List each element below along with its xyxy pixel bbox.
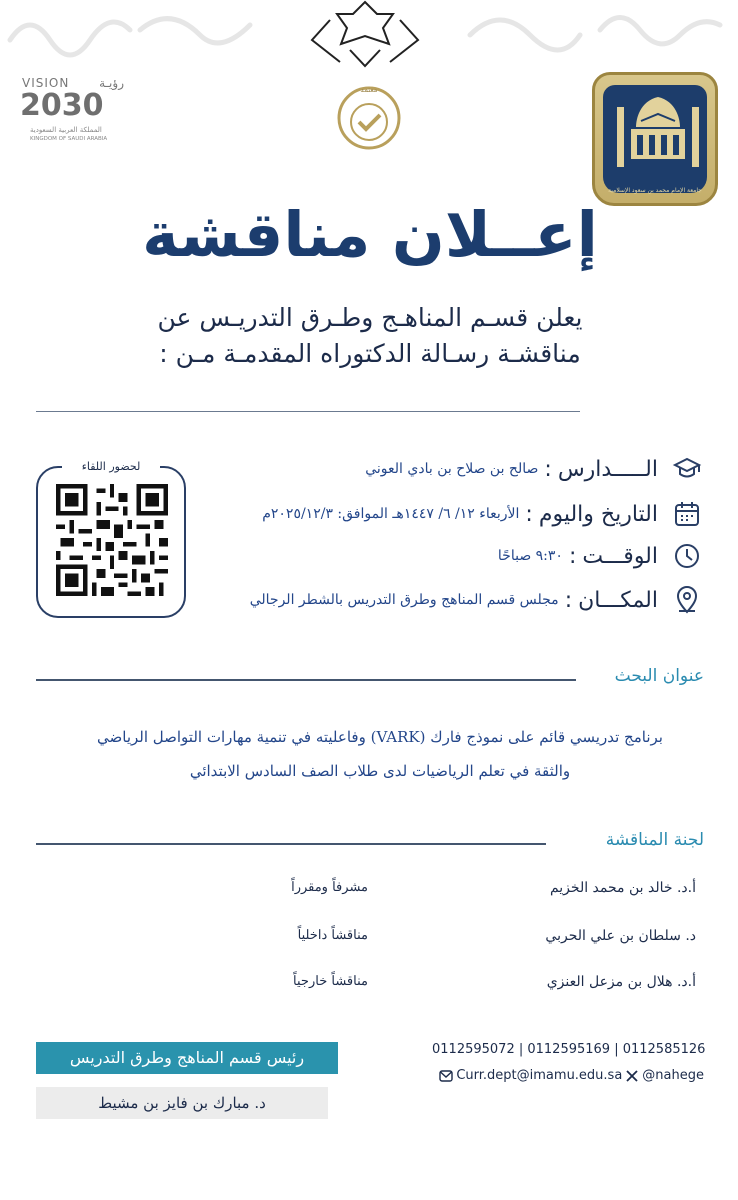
phone-numbers: 0112595072 | 0112595169 | 0112585126 (432, 1042, 706, 1057)
contact-links (432, 1068, 704, 1083)
research-line-1: برنامج تدريسي قائم على نموذج فارك (VARK) وفاعليته في تنمية مهارات التواصل الرياضي (97, 728, 663, 746)
student-value: صالح بن صلاح بن بادي العوني (365, 461, 539, 477)
committee-member-role: مناقشاً داخلياً (297, 928, 368, 943)
place-label: المكـــان (578, 587, 658, 613)
clock-icon (672, 541, 702, 571)
research-heading: عنوان البحث (614, 666, 704, 686)
committee-member-role: مناقشاً خارجياً (293, 974, 368, 989)
committee-member-role: مشرفاً ومقرراً (291, 880, 368, 895)
calendar-icon (672, 499, 702, 529)
vision-word-ar: رؤيـة (99, 76, 124, 90)
committee-member-name: أ.د. خالد بن محمد الخزيم (549, 880, 696, 896)
committee-member-name: أ.د. هلال بن مزعل العنزي (546, 974, 696, 990)
vision-country-ar: المملكة العربية السعودية (30, 126, 102, 134)
x-logo-icon (625, 1069, 639, 1083)
university-name: جامعة الإمام محمد بن سعود الإسلامية (608, 187, 702, 194)
department-head-name: د. مبارك بن فايز بن مشيط (36, 1087, 328, 1119)
committee-heading-rule (36, 843, 546, 845)
location-pin-icon (672, 585, 702, 615)
vision-word: VISION (22, 76, 70, 90)
place-value: مجلس قسم المناهج وطرق التدريس بالشطر الرجالي (249, 592, 559, 608)
announcement-intro (100, 300, 640, 372)
place-row: المكـــان : مجلس قسم المناهج وطرق التدريس بالشطر الرجالي (242, 584, 702, 616)
student-label: الـــــدارس (557, 456, 658, 482)
accreditation-label: معتمد (360, 86, 378, 94)
intro-line-2: مناقشـة رسـالة الدكتوراه المقدمـة مـن : (159, 339, 581, 368)
x-handle-link[interactable]: @nahege (642, 1068, 704, 1083)
date-label: التاريخ واليوم (538, 501, 658, 527)
graduation-cap-icon (672, 454, 702, 484)
geometric-ornament (300, 0, 430, 70)
date-row: التاريخ واليوم : الأربعاء ١٢/ ٦/ ١٤٤٧هـ الموافق: ٢٠٢٥/١٢/٣م (242, 498, 702, 530)
committee-heading: لجنة المناقشة (605, 830, 704, 850)
time-row: الوقـــت : ٩:٣٠ صباحًا (242, 540, 702, 572)
mosque-emblem-icon (603, 89, 713, 179)
time-value: ٩:٣٠ صباحًا (497, 548, 563, 564)
research-heading-rule (36, 679, 576, 681)
vision-year: 2030 (20, 88, 104, 123)
student-row: الـــــدارس : صالح بن صلاح بن بادي العوني (242, 453, 702, 485)
vision-country-en: KINGDOM OF SAUDI ARABIA (30, 136, 108, 142)
research-title (60, 720, 700, 788)
email-icon (439, 1069, 453, 1083)
intro-line-1: يعلن قسـم المناهـج وطـرق التدريـس عن (157, 303, 583, 332)
university-logo (592, 72, 718, 206)
qr-code[interactable] (56, 484, 168, 596)
email-link[interactable]: Curr.dept@imamu.edu.sa (456, 1068, 623, 1083)
vision-2030-logo (20, 76, 130, 146)
time-label: الوقـــت (582, 543, 658, 569)
date-value: الأربعاء ١٢/ ٦/ ١٤٤٧هـ الموافق: ٢٠٢٥/١٢/٣م (262, 506, 520, 522)
page-title: إعــلان مناقشة (142, 198, 598, 271)
department-head-title: رئيس قسم المناهج وطرق التدريس (36, 1042, 338, 1074)
qr-title: لحضور اللقاء (62, 460, 160, 473)
divider (36, 411, 580, 412)
committee-member-name: د. سلطان بن علي الحربي (545, 928, 696, 944)
research-line-2: والثقة في تعلم الرياضيات لدى طلاب الصف السادس الابتدائي (189, 762, 571, 780)
